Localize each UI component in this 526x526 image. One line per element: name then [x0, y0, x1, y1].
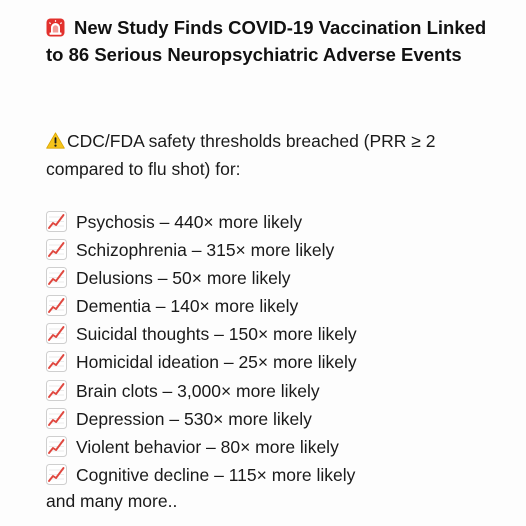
list-item [46, 348, 516, 376]
headline [46, 14, 506, 68]
list-item [46, 264, 516, 292]
chart-increasing-icon [46, 239, 67, 260]
intro-text-block [46, 128, 508, 183]
adverse-event-list [46, 208, 516, 489]
list-item-text: Delusions – 50× more likely [76, 268, 291, 289]
chart-increasing-icon [46, 464, 67, 485]
chart-increasing-icon [46, 380, 67, 401]
chart-increasing-icon [46, 408, 67, 429]
intro-text: CDC/FDA safety thresholds breached (PRR ≥ 2 compared to flu shot) for: [46, 131, 436, 179]
headline-text: New Study Finds COVID-19 Vaccination Linked to 86 Serious Neuropsychiatric Adverse Events [46, 17, 487, 65]
chart-increasing-icon [46, 295, 67, 316]
list-item-text: Schizophrenia – 315× more likely [76, 240, 335, 261]
list-item-text: Homicidal ideation – 25× more likely [76, 352, 357, 373]
list-item-text: Cognitive decline – 115× more likely [76, 464, 356, 485]
list-item-text: Brain clots – 3,000× more likely [76, 380, 320, 401]
chart-increasing-icon [46, 323, 67, 344]
chart-increasing-icon [46, 351, 67, 372]
list-item-text: Violent behavior – 80× more likely [76, 436, 339, 457]
list-item [46, 461, 516, 489]
list-item [46, 320, 516, 348]
list-item-text: Suicidal thoughts – 150× more likely [76, 324, 357, 345]
chart-increasing-icon [46, 436, 67, 457]
list-item-text: Dementia – 140× more likely [76, 296, 299, 317]
list-item [46, 377, 516, 405]
siren-icon [46, 17, 65, 36]
list-item [46, 292, 516, 320]
list-item-text: Depression – 530× more likely [76, 408, 312, 429]
chart-increasing-icon [46, 267, 67, 288]
list-item [46, 208, 516, 236]
list-item [46, 236, 516, 264]
list-item [46, 433, 516, 461]
chart-increasing-icon [46, 211, 67, 232]
warning-icon [46, 130, 65, 147]
list-item-text: Psychosis – 440× more likely [76, 212, 303, 232]
list-item [46, 405, 516, 433]
footer-text: and many more.. [46, 491, 178, 511]
